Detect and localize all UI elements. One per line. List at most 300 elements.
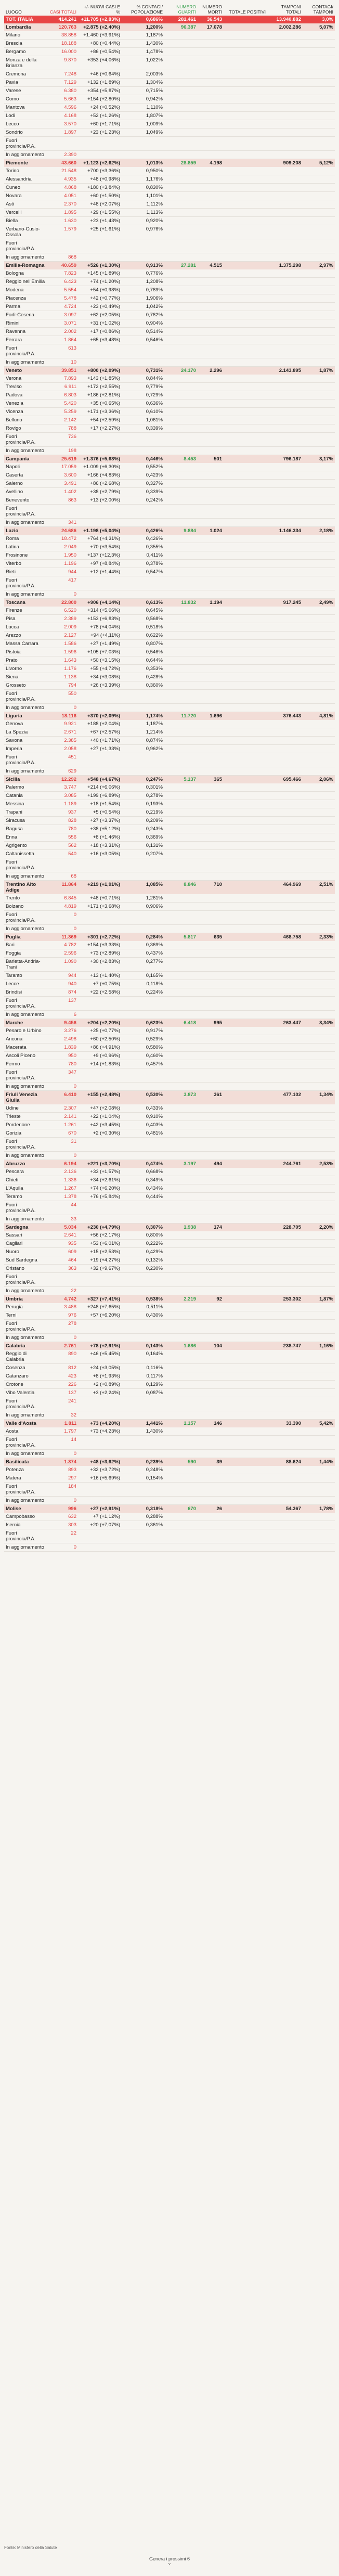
cell-active xyxy=(224,1091,267,1105)
cell-place: Fuori provincia/P.A. xyxy=(4,1529,48,1543)
cell-deaths xyxy=(198,1303,224,1311)
province-row xyxy=(4,1497,335,1505)
cell-population-pct: 0,360% xyxy=(122,681,164,690)
province-row xyxy=(4,278,335,286)
cell-healed xyxy=(164,1060,198,1068)
cell-total-cases xyxy=(48,505,78,519)
cell-active xyxy=(224,1138,267,1152)
cell-total-cases: 863 xyxy=(48,496,78,505)
cell-place: Latina xyxy=(4,543,48,551)
cell-place: Napoli xyxy=(4,463,48,471)
header-guariti[interactable]: NUMERO GUARITI xyxy=(176,4,196,15)
province-row xyxy=(4,1450,335,1458)
cell-population-pct xyxy=(122,590,164,599)
cell-active xyxy=(224,1248,267,1256)
cell-total-cases: 297 xyxy=(48,1474,78,1483)
cell-population-pct xyxy=(122,1320,164,1334)
cell-total-cases: 22 xyxy=(48,1287,78,1295)
province-row xyxy=(4,1201,335,1215)
cell-new-cases xyxy=(78,253,122,262)
cell-active xyxy=(224,262,267,270)
cell-new-cases: +22 (+2,58%) xyxy=(78,988,122,997)
cell-swab-ratio xyxy=(303,1311,335,1320)
header-contagi-tamponi[interactable]: CONTAGI/ TAMPONI xyxy=(312,4,333,15)
cell-population-pct: 1,085% xyxy=(122,881,164,895)
cell-place: Toscana xyxy=(4,599,48,607)
cell-population-pct xyxy=(122,1436,164,1450)
cell-healed xyxy=(164,833,198,842)
cell-swabs xyxy=(267,1411,303,1420)
covid-data-table xyxy=(4,0,335,1552)
cell-new-cases xyxy=(78,1138,122,1152)
cell-active xyxy=(224,23,267,31)
cell-swab-ratio xyxy=(303,278,335,286)
cell-new-cases: +105 (+7,03%) xyxy=(78,648,122,656)
cell-healed xyxy=(164,1052,198,1060)
cell-population-pct xyxy=(122,997,164,1011)
cell-population-pct: 0,327% xyxy=(122,480,164,488)
cell-place: In aggiornamento xyxy=(4,1152,48,1160)
cell-place: Ascoli Piceno xyxy=(4,1052,48,1060)
cell-place: Matera xyxy=(4,1474,48,1483)
cell-place: Trentino Alto Adige xyxy=(4,881,48,895)
cell-swab-ratio xyxy=(303,344,335,358)
cell-active xyxy=(224,535,267,543)
cell-active xyxy=(224,128,267,137)
cell-healed xyxy=(164,1303,198,1311)
cell-population-pct: 0,950% xyxy=(122,167,164,175)
cell-active xyxy=(224,690,267,704)
cell-total-cases: 6.410 xyxy=(48,1091,78,1105)
cell-swab-ratio xyxy=(303,1334,335,1342)
cell-population-pct xyxy=(122,1397,164,1411)
cell-new-cases xyxy=(78,1483,122,1497)
cell-new-cases: +27 (+3,37%) xyxy=(78,817,122,825)
cell-active xyxy=(224,1035,267,1044)
province-row xyxy=(4,56,335,70)
cell-total-cases: 1.839 xyxy=(48,1044,78,1052)
cell-swabs xyxy=(267,640,303,648)
cell-deaths xyxy=(198,1044,224,1052)
cell-new-cases xyxy=(78,151,122,159)
cell-swabs xyxy=(267,375,303,383)
cell-total-cases: 3.085 xyxy=(48,792,78,800)
cell-total-cases: 198 xyxy=(48,447,78,455)
cell-active xyxy=(224,209,267,217)
cell-place: Frosinone xyxy=(4,551,48,560)
cell-swabs xyxy=(267,980,303,988)
cell-new-cases: +80 (+0,44%) xyxy=(78,40,122,48)
cell-healed xyxy=(164,311,198,319)
cell-swab-ratio xyxy=(303,665,335,673)
cell-swab-ratio xyxy=(303,648,335,656)
cell-population-pct: 1,214% xyxy=(122,728,164,737)
cell-swab-ratio xyxy=(303,328,335,336)
cell-deaths xyxy=(198,842,224,850)
cell-new-cases: +38 (+5,12%) xyxy=(78,825,122,833)
cell-swabs xyxy=(267,311,303,319)
cell-healed: 24.170 xyxy=(164,367,198,375)
cell-total-cases: 18.116 xyxy=(48,712,78,720)
cell-swab-ratio xyxy=(303,311,335,319)
cell-place: Cosenza xyxy=(4,1364,48,1372)
cell-new-cases xyxy=(78,690,122,704)
cell-total-cases: 5.554 xyxy=(48,286,78,294)
cell-healed xyxy=(164,40,198,48)
province-row xyxy=(4,808,335,817)
cell-swab-ratio xyxy=(303,416,335,424)
cell-total-cases: 5.663 xyxy=(48,95,78,104)
cell-deaths: 365 xyxy=(198,776,224,784)
cell-total-cases: 464 xyxy=(48,1256,78,1265)
cell-deaths xyxy=(198,391,224,400)
cell-new-cases: +1.009 (+6,30%) xyxy=(78,463,122,471)
cell-swabs xyxy=(267,217,303,225)
cell-healed xyxy=(164,1334,198,1342)
cell-place: Campobasso xyxy=(4,1513,48,1521)
cell-swab-ratio xyxy=(303,319,335,328)
cell-place: Rovigo xyxy=(4,424,48,433)
cell-place: Roma xyxy=(4,535,48,543)
cell-total-cases: 4.168 xyxy=(48,112,78,120)
cell-deaths xyxy=(198,623,224,632)
cell-healed xyxy=(164,1168,198,1176)
cell-active xyxy=(224,958,267,972)
cell-total-cases: 868 xyxy=(48,253,78,262)
province-row xyxy=(4,1138,335,1152)
cell-population-pct: 0,636% xyxy=(122,400,164,408)
cell-healed xyxy=(164,590,198,599)
cell-swabs xyxy=(267,175,303,184)
cell-swabs xyxy=(267,1129,303,1138)
cell-active xyxy=(224,997,267,1011)
cell-new-cases: +29 (+1,55%) xyxy=(78,209,122,217)
cell-swab-ratio xyxy=(303,294,335,303)
cell-total-cases: 0 xyxy=(48,911,78,925)
cell-swabs xyxy=(267,1265,303,1273)
cell-swabs xyxy=(267,1381,303,1389)
cell-place: In aggiornamento xyxy=(4,1497,48,1505)
cell-swabs xyxy=(267,850,303,858)
cell-active xyxy=(224,825,267,833)
province-row xyxy=(4,400,335,408)
cell-population-pct: 1,200% xyxy=(122,23,164,31)
cell-new-cases: +48 (+3,62%) xyxy=(78,1458,122,1466)
cell-deaths xyxy=(198,808,224,817)
province-row xyxy=(4,471,335,480)
cell-population-pct: 0,243% xyxy=(122,825,164,833)
cell-deaths xyxy=(198,488,224,496)
cell-deaths xyxy=(198,70,224,79)
cell-healed xyxy=(164,972,198,980)
cell-new-cases: +180 (+3,84%) xyxy=(78,184,122,192)
cell-total-cases: 6.380 xyxy=(48,87,78,95)
cell-healed: 6.418 xyxy=(164,1019,198,1027)
cell-place: Treviso xyxy=(4,383,48,391)
cell-swabs xyxy=(267,104,303,112)
cell-population-pct: 0,284% xyxy=(122,933,164,942)
cell-population-pct: 0,434% xyxy=(122,1184,164,1193)
cell-active xyxy=(224,1104,267,1113)
cell-deaths xyxy=(198,656,224,665)
cell-active xyxy=(224,1231,267,1240)
cell-active xyxy=(224,1044,267,1052)
cell-healed xyxy=(164,1044,198,1052)
header-nuovi-casi[interactable]: +/- NUOVI CASI E % xyxy=(84,4,120,15)
cell-healed xyxy=(164,842,198,850)
province-row xyxy=(4,1543,335,1552)
cell-new-cases: +7 (+0,75%) xyxy=(78,980,122,988)
cell-population-pct: 1,174% xyxy=(122,712,164,720)
cell-new-cases: +38 (+2,79%) xyxy=(78,488,122,496)
province-row xyxy=(4,911,335,925)
cell-swabs xyxy=(267,56,303,70)
cell-deaths xyxy=(198,480,224,488)
region-row xyxy=(4,1505,335,1513)
cell-total-cases: 1.176 xyxy=(48,665,78,673)
cell-healed xyxy=(164,137,198,151)
cell-place: Mantova xyxy=(4,104,48,112)
cell-swabs xyxy=(267,894,303,903)
header-luogo[interactable]: LUOGO xyxy=(6,9,22,15)
cell-swab-ratio xyxy=(303,997,335,1011)
province-row xyxy=(4,704,335,712)
cell-total-cases: 7.823 xyxy=(48,269,78,278)
cell-population-pct: 0,913% xyxy=(122,262,164,270)
cell-total-cases: 950 xyxy=(48,1052,78,1060)
cell-new-cases: +800 (+2,09%) xyxy=(78,367,122,375)
cell-place: Cremona xyxy=(4,70,48,79)
cell-place: Lazio xyxy=(4,527,48,535)
cell-healed xyxy=(164,681,198,690)
cell-population-pct: 0,457% xyxy=(122,1060,164,1068)
cell-total-cases: 2.058 xyxy=(48,745,78,753)
cell-swabs xyxy=(267,623,303,632)
cell-new-cases xyxy=(78,433,122,447)
cell-population-pct: 0,247% xyxy=(122,776,164,784)
cell-healed xyxy=(164,286,198,294)
cell-healed xyxy=(164,471,198,480)
cell-population-pct: 2,003% xyxy=(122,70,164,79)
cell-active xyxy=(224,1287,267,1295)
cell-place: Campania xyxy=(4,455,48,463)
cell-healed xyxy=(164,400,198,408)
cell-place: Barletta-Andria-Trani xyxy=(4,958,48,972)
cell-population-pct: 0,942% xyxy=(122,95,164,104)
cell-deaths xyxy=(198,1450,224,1458)
province-row xyxy=(4,48,335,56)
cell-new-cases: +301 (+2,72%) xyxy=(78,933,122,942)
cell-deaths xyxy=(198,1248,224,1256)
cell-active xyxy=(224,1201,267,1215)
cell-place: Emilia-Romagna xyxy=(4,262,48,270)
cell-deaths xyxy=(198,1201,224,1215)
cell-deaths xyxy=(198,358,224,367)
cell-place: Sicilia xyxy=(4,776,48,784)
cell-swabs xyxy=(267,1052,303,1060)
cell-swab-ratio xyxy=(303,375,335,383)
header-tamponi-totali[interactable]: TAMPONI TOTALI xyxy=(281,4,301,15)
header-contagi-popolazione[interactable]: % CONTAGI/ POPOLAZIONE xyxy=(131,4,163,15)
cell-total-cases: 2.136 xyxy=(48,1168,78,1176)
header-casi-totali[interactable]: CASI TOTALI xyxy=(49,9,76,15)
cell-swab-ratio xyxy=(303,1265,335,1273)
cell-total-cases: 3.488 xyxy=(48,1303,78,1311)
cell-active xyxy=(224,1060,267,1068)
province-row xyxy=(4,480,335,488)
province-row xyxy=(4,311,335,319)
region-row xyxy=(4,159,335,168)
cell-swabs xyxy=(267,1529,303,1543)
cell-total-cases: 7.893 xyxy=(48,375,78,383)
cell-total-cases: 3.570 xyxy=(48,120,78,128)
cell-active xyxy=(224,167,267,175)
cell-new-cases xyxy=(78,505,122,519)
cell-active xyxy=(224,1152,267,1160)
cell-swab-ratio xyxy=(303,31,335,40)
cell-healed: 28.859 xyxy=(164,159,198,168)
cell-population-pct xyxy=(122,872,164,881)
cell-active xyxy=(224,712,267,720)
cell-swab-ratio xyxy=(303,949,335,958)
cell-population-pct xyxy=(122,505,164,519)
cell-total-cases: 423 xyxy=(48,1372,78,1381)
cell-active xyxy=(224,1334,267,1342)
cell-active xyxy=(224,1311,267,1320)
cell-place: Fuori provincia/P.A. xyxy=(4,137,48,151)
cell-total-cases: 1.950 xyxy=(48,551,78,560)
cell-total-cases: 828 xyxy=(48,817,78,825)
cell-place: Verona xyxy=(4,375,48,383)
cell-active xyxy=(224,745,267,753)
cell-swab-ratio xyxy=(303,980,335,988)
load-more-control[interactable] xyxy=(0,2556,339,2566)
cell-place: Fuori provincia/P.A. xyxy=(4,1397,48,1411)
province-row xyxy=(4,70,335,79)
cell-population-pct xyxy=(122,151,164,159)
cell-active xyxy=(224,728,267,737)
cell-swab-ratio: 1,34% xyxy=(303,1091,335,1105)
province-row xyxy=(4,175,335,184)
cell-new-cases: +94 (+4,11%) xyxy=(78,632,122,640)
cell-swab-ratio xyxy=(303,480,335,488)
cell-swab-ratio xyxy=(303,656,335,665)
cell-new-cases xyxy=(78,767,122,776)
cell-total-cases: 1.596 xyxy=(48,648,78,656)
cell-place: In aggiornamento xyxy=(4,447,48,455)
cell-healed xyxy=(164,1381,198,1389)
cell-active xyxy=(224,1436,267,1450)
cell-active xyxy=(224,1068,267,1083)
source-note: Fonte: Ministero della Salute xyxy=(4,2545,57,2550)
cell-total-cases: 33 xyxy=(48,1215,78,1223)
cell-population-pct xyxy=(122,137,164,151)
cell-deaths: 361 xyxy=(198,1091,224,1105)
cell-swabs xyxy=(267,1083,303,1091)
cell-population-pct: 1,176% xyxy=(122,175,164,184)
province-row xyxy=(4,783,335,792)
cell-swabs: 253.302 xyxy=(267,1295,303,1304)
province-row xyxy=(4,87,335,95)
cell-new-cases: +25 (+1,61%) xyxy=(78,225,122,239)
cell-new-cases: +11.705 (+2,83%) xyxy=(78,16,122,23)
cell-swab-ratio xyxy=(303,783,335,792)
cell-deaths xyxy=(198,408,224,416)
cell-place: Pordenone xyxy=(4,1121,48,1129)
cell-swabs xyxy=(267,808,303,817)
cell-total-cases: 2.049 xyxy=(48,543,78,551)
cell-population-pct: 0,165% xyxy=(122,972,164,980)
cell-swab-ratio xyxy=(303,1193,335,1201)
cell-healed xyxy=(164,997,198,1011)
cell-healed xyxy=(164,408,198,416)
cell-population-pct: 0,288% xyxy=(122,1513,164,1521)
header-totale-positivi[interactable]: TOTALE POSITIVI xyxy=(229,9,266,15)
cell-active xyxy=(224,200,267,209)
cell-new-cases: +24 (+0,52%) xyxy=(78,104,122,112)
cell-healed: 3.197 xyxy=(164,1160,198,1168)
province-row xyxy=(4,1436,335,1450)
cell-place: In aggiornamento xyxy=(4,767,48,776)
cell-active xyxy=(224,1458,267,1466)
province-row xyxy=(4,720,335,728)
cell-swabs xyxy=(267,1364,303,1372)
cell-total-cases: 43.660 xyxy=(48,159,78,168)
cell-swabs xyxy=(267,1011,303,1019)
header-morti[interactable]: NUMERO MORTI xyxy=(202,4,222,15)
cell-population-pct xyxy=(122,1273,164,1287)
cell-active xyxy=(224,184,267,192)
province-row xyxy=(4,1474,335,1483)
cell-population-pct: 0,511% xyxy=(122,1303,164,1311)
cell-swab-ratio xyxy=(303,972,335,980)
cell-active xyxy=(224,599,267,607)
cell-population-pct xyxy=(122,1411,164,1420)
cell-population-pct xyxy=(122,433,164,447)
cell-new-cases: +314 (+5,06%) xyxy=(78,607,122,615)
cell-place: Pavia xyxy=(4,79,48,87)
region-row xyxy=(4,527,335,535)
cell-total-cases: 7.129 xyxy=(48,79,78,87)
cell-swabs: 54.367 xyxy=(267,1505,303,1513)
cell-new-cases xyxy=(78,1011,122,1019)
cell-deaths: 146 xyxy=(198,1420,224,1428)
cell-active xyxy=(224,1273,267,1287)
cell-new-cases: +143 (+1,85%) xyxy=(78,375,122,383)
cell-active xyxy=(224,375,267,383)
cell-total-cases: 5.420 xyxy=(48,400,78,408)
cell-new-cases xyxy=(78,1397,122,1411)
cell-healed xyxy=(164,737,198,745)
cell-population-pct xyxy=(122,1152,164,1160)
cell-deaths xyxy=(198,720,224,728)
cell-swab-ratio: 2,49% xyxy=(303,599,335,607)
cell-population-pct: 0,355% xyxy=(122,543,164,551)
cell-active xyxy=(224,104,267,112)
cell-healed xyxy=(164,56,198,70)
cell-deaths xyxy=(198,535,224,543)
cell-new-cases: +32 (+9,67%) xyxy=(78,1265,122,1273)
cell-active xyxy=(224,972,267,980)
cell-healed xyxy=(164,576,198,590)
cell-new-cases: +73 (+2,89%) xyxy=(78,949,122,958)
cell-place: Piacenza xyxy=(4,294,48,303)
cell-place: Fuori provincia/P.A. xyxy=(4,1436,48,1450)
cell-new-cases: +23 (+1,43%) xyxy=(78,217,122,225)
cell-active xyxy=(224,1420,267,1428)
cell-new-cases: +74 (+6,20%) xyxy=(78,1184,122,1193)
cell-population-pct: 0,538% xyxy=(122,1295,164,1304)
